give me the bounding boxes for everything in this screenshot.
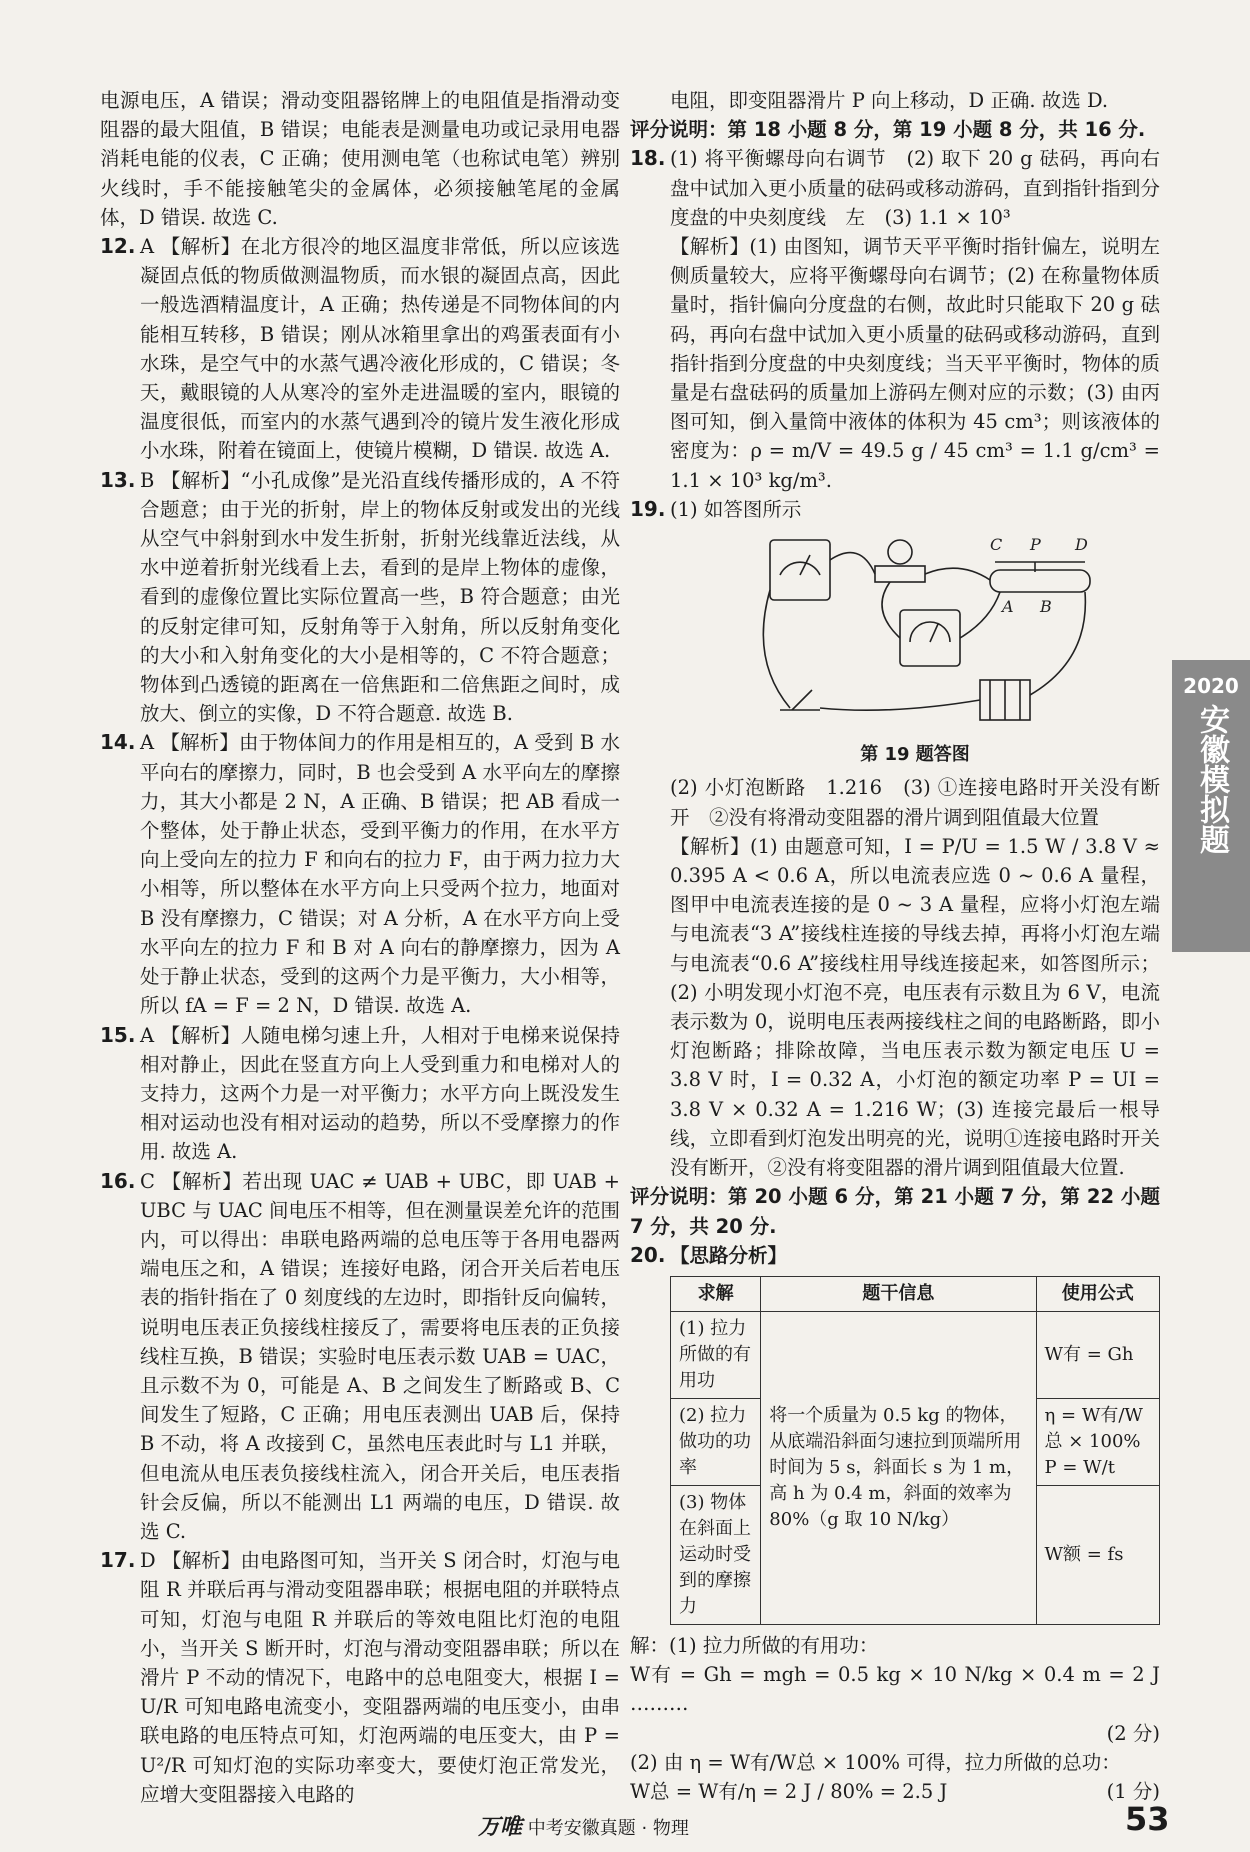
solution-heading: 解：(1) 拉力所做的有用功： (630, 1633, 879, 1657)
answer-text: (2) 小灯泡断路 1.216 (3) ①连接电路时开关没有断开 ②没有将滑动变阻器的滑片调到阻值最大位置 (670, 776, 1160, 829)
question-number: 19. (630, 496, 666, 521)
brand-logo: 万唯 (478, 1815, 523, 1840)
label-a: A (1002, 597, 1014, 617)
left-column (100, 86, 620, 1809)
table-cell: (2) 拉力做功的功率 (671, 1398, 761, 1485)
label-d: D (1075, 535, 1088, 555)
bulb (888, 540, 912, 564)
rheostat (990, 570, 1090, 592)
wire (830, 553, 875, 574)
meter-dial (780, 562, 820, 575)
side-tab-year: 2020 (1183, 674, 1239, 698)
solution-line (630, 1777, 1160, 1806)
solution-formula: W总 = W有/η = 2 J / 80% = 2.5 J (630, 1779, 948, 1803)
answer-text: (1) 如答图所示 (670, 497, 802, 521)
table-header: 使用公式 (1036, 1276, 1159, 1311)
side-tab-label: 安徽模拟题 (1194, 704, 1229, 854)
score-note: 评分说明：第 20 小题 6 分，第 21 小题 7 分，第 22 小题 7 分，共 20 分. (630, 1185, 1160, 1238)
question-number: 16. (100, 1168, 136, 1193)
table-cell: W有 = Gh (1036, 1311, 1159, 1398)
label-b: B (1040, 597, 1052, 617)
wire (882, 582, 900, 638)
question-number: 15. (100, 1022, 136, 1047)
table-header: 求解 (671, 1276, 761, 1311)
wire (960, 592, 1000, 638)
solution-score: (1 分) (1106, 1779, 1160, 1803)
explanation-text: 【解析】(1) 由题意可知，I = P/U = 1.5 W / 3.8 V ≈ 0.395 A < 0.6 A，所以电流表应选 0 ~ 0.6 A 量程，图甲中电流表连接的是 0 ~ 3 A 量程，应将小灯泡左端与电流表“3 A”接线柱连接的导线去掉，再将小灯泡左端与电流表“0.6 A”接线柱用导线连接起来，如答图所示；(2) 小明发现小灯泡不亮，电压表有示数且为 6 V，电流表示数为 0，说明电压表两接线柱之间的电路断路，即小灯泡断路；排除故障，当电压表示数为额定电压 U = 3.8 V 时，I = 0.32 A，小灯泡的额定功率 P = UI = 3.8 V × 0.32 A = 1.216 W；(3) 连接完最后一根导线，立即看到灯泡发出明亮的光，说明①连接电路时开关没有断开，②没有将变阻器的滑片调到阻值最大位置. (670, 834, 1160, 1180)
analysis-title: 【思路分析】 (670, 1243, 788, 1267)
table-header-row (671, 1276, 1160, 1311)
answer-text: (1) 将平衡螺母向右调节 (2) 取下 20 g 砝码，再向右盘中试加入更小质量的砝码或移动游码，直到指针指到分度盘的中央刻度线 左 (3) 1.1 × 10³ (670, 147, 1160, 229)
switch-lever (792, 690, 812, 710)
page-number: 53 (1125, 1800, 1170, 1838)
meter-dial (910, 622, 950, 642)
bulb-base (875, 566, 925, 582)
question-number: 12. (100, 234, 136, 259)
question-18 (630, 144, 1160, 494)
footer-text: 中考安徽真题 · 物理 (527, 1818, 689, 1839)
question-17 (100, 1546, 620, 1809)
table-cell: η = W有/W总 × 100% P = W/t (1036, 1398, 1159, 1485)
table-cell: (1) 拉力所做的有用功 (671, 1311, 761, 1398)
footer-brand (478, 1810, 689, 1841)
question-number: 14. (100, 730, 136, 755)
wire (925, 568, 990, 580)
label-p: P (1030, 535, 1041, 555)
question-number: 13. (100, 467, 136, 492)
answer-text: A 【解析】由于物体间力的作用是相互的，A 受到 B 水平向右的摩擦力，同时，B 也会受到 A 水平向左的摩擦力，其大小都是 2 N，A 正确、B 错误；把 AB 看成一个整体，处于静止状态，受到平衡力的作用，在水平方向上受向左的拉力 F 和向右的拉力 F，由于两力拉力大小相等，所以整体在水平方向上只受两个拉力，地面对 B 没有摩擦力，C 错误；对 A 分析，A 在水平方向上受水平向左的拉力 F 和 B 对 A 向右的静摩擦力，因为 A 处于静止状态，受到的这两个力是平衡力，大小相等，所以 fA = F = 2 N，D 错误. 故选 A. (140, 731, 620, 1018)
analysis-table (670, 1276, 1160, 1625)
meter-needle (930, 624, 938, 642)
question-20 (630, 1241, 1160, 1270)
right-column (630, 86, 1160, 1806)
answer-text: D 【解析】由电路图可知，当开关 S 闭合时，灯泡与电阻 R 并联后再与滑动变阻器串联；根据电阻的并联特点可知，灯泡与电阻 R 并联后的等效电阻比灯泡的电阻小，当开关 S 断开时，灯泡与滑动变阻器串联；所以在滑片 P 不动的情况下，电路中的总电阻变大，根据 I = U/R 可知电路电流变小，变阻器两端的电压变小，由串联电路的电压特点可知，灯泡两端的电压变大，由 P = U²/R 可知灯泡的实际功率变大，要使灯泡正常发光，应增大变阻器接入电路的 (140, 1549, 620, 1806)
intro-paragraph: 电源电压，A 错误；滑动变阻器铭牌上的电阻值是指滑动变阻器的最大阻值，B 错误；电能表是测量电功或记录用电器消耗电能的仪表，C 正确；使用测电笔（也称试电笔）辨别火线时，手不能接触笔尖的金属体，必须接触笔尾的金属体，D 错误. 故选 C. (100, 89, 620, 229)
answer-text: A 【解析】在北方很冷的地区温度非常低，所以应该选凝固点低的物质做测温物质，而水银的凝固点高，因此一般选酒精温度计，A 正确；热传递是不同物体间的内能相互转移，B 错误；刚从冰箱里拿出的鸡蛋表面有小水珠，是空气中的水蒸气遇冷液化形成的，C 错误；冬天，戴眼镜的人从寒冷的室外走进温暖的室内，眼镜的温度很低，而室内的水蒸气遇到冷的镜片发生液化形成小水珠，附着在镜面上，使镜片模糊，D 错误. 故选 A. (140, 235, 620, 463)
question-15 (100, 1021, 620, 1167)
table-row (671, 1311, 1160, 1398)
solution-score: (2 分) (1106, 1721, 1160, 1745)
figure-caption: 第 19 题答图 (860, 744, 970, 766)
question-12 (100, 232, 620, 466)
answer-text: A 【解析】人随电梯匀速上升，人相对于电梯来说保持相对静止，因此在竖直方向上人受到重力和电梯对人的支持力，这两个力是一对平衡力；水平方向上既没发生相对运动也没有相对运动的趋势，所以不受摩擦力的作用. 故选 A. (140, 1023, 620, 1164)
table-cell: W额 = fs (1036, 1485, 1159, 1624)
voltmeter (900, 610, 960, 666)
table-cell: (3) 物体在斜面上运动时受到的摩擦力 (671, 1485, 761, 1624)
question-13 (100, 466, 620, 729)
question-number: 18. (630, 146, 666, 171)
wire (763, 590, 790, 708)
wire (820, 700, 980, 710)
label-c: C (990, 535, 1003, 555)
question-14 (100, 728, 620, 1020)
wire (1030, 592, 1085, 695)
meter-needle (800, 555, 810, 575)
score-note: 评分说明：第 18 小题 8 分，第 19 小题 8 分，共 16 分. (630, 118, 1146, 142)
solution-line: W有 = Gh = mgh = 0.5 kg × 10 N/kg × 0.4 m = 2 J ……… (630, 1663, 1160, 1716)
ammeter (770, 540, 830, 600)
explanation-text: 【解析】(1) 由图知，调节天平平衡时指针偏左，说明左侧质量较大，应将平衡螺母向右调节；(2) 在称量物体质量时，指针偏向分度盘的右侧，故此时只能取下 20 g 砝码，再向右盘中试加入更小质量的砝码或移动游码，直到指针指到分度盘的中央刻度线；当天平平衡时，物体的质量是右盘砝码的质量加上游码左侧对应的示数；(3) 由丙图可知，倒入量筒中液体的体积为 45 cm³；则该液体的密度为：ρ = m/V = 49.5 g / 45 cm³ = 1.1 g/cm³ = 1.1 × 10³ kg/m³. (670, 235, 1160, 492)
answer-text: B 【解析】“小孔成像”是光沿直线传播形成的，A 不符合题意；由于光的折射，岸上的物体反射或发出的光线从空气中斜射到水中发生折射，折射光线靠近法线，从水中逆着折射光线看上去，看到的是岸上物体的虚像，看到的虚像位置比实际位置高一些，B 符合题意；由光的反射定律可知，反射角等于入射角，所以反射角变化的大小和入射角变化的大小是相等的，C 不符合题意；物体到凸透镜的距离在一倍焦距和二倍焦距之间时，成放大、倒立的实像，D 不符合题意. 故选 B. (140, 468, 620, 726)
question-number: 20. (630, 1242, 666, 1267)
question-19 (630, 495, 1160, 1182)
table-header: 题干信息 (761, 1276, 1036, 1311)
solution-line: (2) 由 η = W有/W总 × 100% 可得，拉力所做的总功： (630, 1750, 1121, 1774)
answer-text: C 【解析】若出现 UAC ≠ UAB + UBC，即 UAB + UBC 与 UAC 间电压不相等，但在测量误差允许的范围内，可以得出：串联电路两端的总电压等于各用电器两端电压之和，A 错误；连接好电路，闭合开关后若电压表的指针指在了 0 刻度线的左边时，即指针反向偏转，说明电压表正负接线柱接反了，需要将电压表的正负接线柱互换，B 错误；实验时电压表示数 UAB = UAC，且示数不为 0，可能是 A、B 之间发生了断路或 B、C 间发生了短路，C 正确；用电压表测出 UAB 后，保持 B 不动，将 A 改接到 C，虽然电压表此时与 L1 并联，但电流从电压表负接线柱流入，闭合开关后，电压表指针会反偏，所以不能测出 L1 两端的电压，D 错误. 故选 C. (140, 1169, 620, 1543)
circuit-diagram (750, 530, 1110, 730)
table-cell-info: 将一个质量为 0.5 kg 的物体，从底端沿斜面匀速拉到顶端所用时间为 5 s，斜面长 s 为 1 m，高 h 为 0.4 m，斜面的效率为 80%（g 取 10 N/kg） (761, 1311, 1036, 1624)
side-tab (1172, 660, 1250, 952)
q17-continuation: 电阻，即变阻器滑片 P 向上移动，D 正确. 故选 D. (670, 89, 1109, 112)
question-16 (100, 1167, 620, 1547)
question-number: 17. (100, 1548, 136, 1573)
